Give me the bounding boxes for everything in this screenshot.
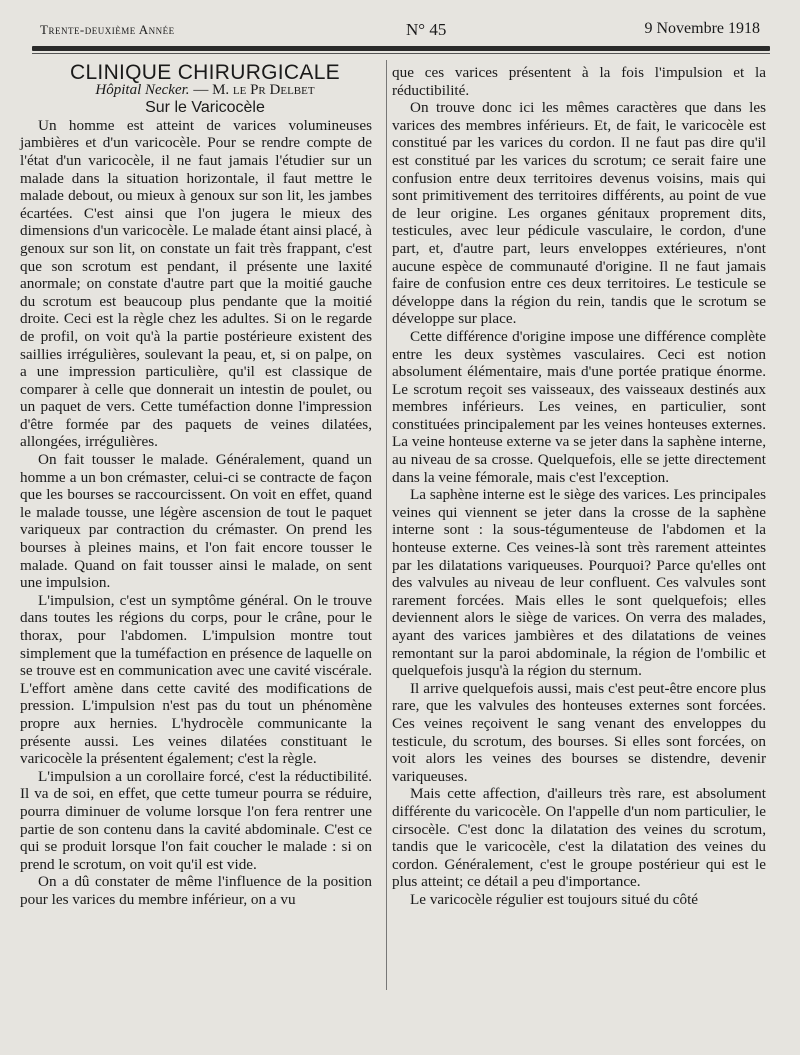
article-title: CLINIQUE CHIRURGICALE	[69, 61, 340, 84]
header-rule-thin	[32, 53, 770, 54]
paragraph: Mais cette affection, d'ailleurs très rare, est absolument différente du varicocèle. On l'appelle d'un nom particulier, le cirsocèle. C'est donc la dilatation des veines du scrotum, tandis que le varicocèle, c'est la dilatation des veines du cordon. Généralement, c'est le groupe postérieur qui est le plus atteint; ce détail a peu d'importance.	[392, 785, 766, 891]
page-header	[40, 18, 760, 44]
paragraph: L'impulsion, c'est un symptôme général. On le trouve dans toutes les régions du corps, pour le crâne, pour le thorax, pour l'abdomen. L'impulsion montre tout simplement que la tuméfaction en présence de laquelle on se trouve est en communication avec une cavité viscérale. L'effort amène dans cette cavité des modifications de pression. L'impulsion n'est pas du tout un phénomène propre aux hernies. L'hydrocèle communicante la présente aussi. Les veines dilatées constituant le varicocèle la présentent également; c'est la règle.	[20, 591, 372, 768]
header-date: 9 Novembre 1918	[644, 20, 760, 37]
header-volume: Trente-deuxième Année	[40, 22, 175, 37]
paragraph: Le varicocèle régulier est toujours situé du côté	[410, 890, 699, 908]
paragraph: On trouve donc ici les mêmes caractères que dans les varices des membres inférieurs. Et, de fait, le varicocèle est constitué par les varices du cordon. Il ne faut pas dire qu'il est constitué par les varices du scrotum; ce serait faire une confusion entre deux territoires devenus voisins, mais qui sont primitivement des territoires différents, au point de vue de leur origine. Les organes génitaux proprement dits, testicules, avec leur pédicule vasculaire, le cordon, d'une part, et, d'autre part, leurs enveloppes extérieures, n'ont aucune espèce de communauté d'origine. Il ne faut jamais faire de confusion entre ces deux territoires. Le testicule se développe dans la région du rein, tandis que le scrotum se développe sur place.	[392, 99, 766, 328]
article-byline	[20, 82, 372, 100]
paragraph: La saphène interne est le siège des varices. Les principales veines qui viennent se jeter dans la crosse de la saphène interne sont : la sous-tégumenteuse de l'abdomen et la honteuse externe. Ces veines-là sont très rarement atteintes par les dilatations variqueuses. Pourquoi? Parce qu'elles ont des valvules au niveau de leur confluent. Ces valvules sont rarement forcées. Mais elles le sont quelquefois; elles deviennent alors le siège de varices. On verra des malades, ayant des varices jambières et des dilatations de veines remontant sur la paroi abdominale, la région de l'ombilic et quelquefois jusqu'à la région du sternum.	[392, 486, 766, 680]
header-rule	[32, 46, 770, 51]
paragraph: On fait tousser le malade. Généralement, quand un homme a un bon crémaster, celui-ci se contracte de façon que les bourses se raccourcissent. On voit en effet, quand le malade tousse, une légère ascension de tout le paquet variqueux par contraction du crémaster. On prend les bourses à pleines mains, et l'on fait encore tousser le malade. Quand on fait tousser ainsi le malade, on sent une impulsion.	[20, 451, 372, 592]
paragraph: Il arrive quelquefois aussi, mais c'est peut-être encore plus rare, que les valvules des honteuses externes sont forcées. Ces veines reçoivent le sang venant des enveloppes du testicule, du scrotum, des bourses. Si elles sont forcées, on voit alors les veines des bourses se distendre, devenir variqueuses.	[392, 679, 766, 785]
article-subtitle: Sur le Varicocèle	[145, 99, 265, 117]
left-column	[20, 61, 372, 909]
byline-place: Hôpital Necker.	[95, 81, 190, 98]
column-divider	[386, 60, 387, 990]
right-column	[392, 64, 766, 909]
paragraph: que ces varices présentent à la fois l'impulsion et la réductibilité.	[392, 64, 766, 99]
header-issue-number: N° 45	[406, 20, 447, 39]
paragraph: L'impulsion a un corollaire forcé, c'est la réductibilité. Il va de soi, en effet, que cette tumeur pourra se réduire, pourra diminuer de volume lorsque l'on fera rentrer une partie de son contenu dans la cavité abdominale. C'est ce qui se produit lorsque l'on fait coucher le malade : si on prend le scrotum, on voit qu'il est vide.	[20, 767, 372, 873]
paragraph: Cette différence d'origine impose une différence complète entre les deux systèmes vasculaires. Ceci est notion absolument élémentaire, mais d'une portée pratique énorme. Le scrotum reçoit ses vaisseaux, des vaisseaux destinés aux membres inférieurs. Les veines, en particulier, sont constituées principalement par les veines honteuses externes. La veine honteuse externe va se jeter dans la saphène interne, au niveau de sa crosse. Quelquefois, elle se jette directement dans la veine fémorale, mais c'est l'exception.	[392, 327, 766, 486]
paragraph: Un homme est atteint de varices volumineuses jambières et d'un varicocèle. Pour se rendre compte de l'état d'un varicocèle, il ne faut jamais l'étudier sur un malade dans la situation horizontale, il faut mettre le malade debout, ou mieux à genoux sur son lit, les jambes écartées. C'est ainsi que l'on jugera le mieux des dimensions d'un varicocèle. Le malade étant ainsi placé, à genoux sur son lit, on constate un fait très frappant, c'est que son scrotum est pendant, il présente une laxité anormale; on constate d'autre part que la moitié gauche du scrotum est beaucoup plus pendante que la moitié droite. Ceci est la règle chez les adultes. Si on le regarde de profil, on voit qu'à la partie postérieure existent des saillies irrégulières, soulevant la peau, et, si on palpe, on a une impression particulière, qu'il est classique de comparer à celle que donnerait un intestin de poulet, ou un paquet de vers. Cette tuméfaction donne l'impression d'être formée par des paquets de veines dilatées, allongées, irrégulières.	[20, 116, 372, 451]
byline-author: — M. le Pr Delbet	[193, 81, 315, 98]
paragraph: On a dû constater de même l'influence de la position pour les varices du membre inférieur, on a vu	[20, 873, 372, 908]
